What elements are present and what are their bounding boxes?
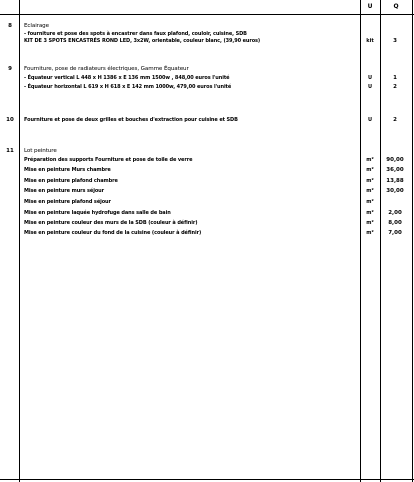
line-description: Préparation des supports Fourniture et pose de toile de verre [24, 157, 193, 163]
column-divider [19, 0, 20, 482]
line-quantity: 30,00 [386, 188, 404, 194]
line-quantity: 90,00 [386, 157, 404, 163]
line-unit: m² [366, 157, 374, 163]
line-description: Fourniture et pose de deux grilles et bouches d'extraction pour cuisine et SDB [24, 117, 238, 123]
section-number: 8 [8, 23, 12, 29]
section-number: 11 [6, 148, 14, 154]
line-unit: U [367, 84, 373, 90]
line-unit: m² [366, 178, 374, 184]
section-title: Lot peinture [24, 148, 57, 154]
section-number: 10 [6, 117, 14, 123]
column-header-quantity: Q [393, 3, 399, 10]
line-description: Mise en peinture couleur des murs de la SDB (couleur à définir) [24, 220, 198, 226]
line-unit: m² [366, 210, 374, 216]
section-title: Eclairage [24, 23, 49, 29]
line-description: Mise en peinture couleur du fond de la cuisine (couleur à définir) [24, 230, 202, 236]
line-unit: m² [366, 220, 374, 226]
line-unit: m² [366, 199, 374, 205]
line-unit: U [367, 117, 373, 123]
line-quantity: 36,00 [386, 167, 404, 173]
line-quantity: 2,00 [388, 210, 402, 216]
section-number: 9 [8, 66, 12, 72]
header-divider [0, 14, 414, 15]
line-quantity: 3 [393, 38, 397, 44]
line-quantity: 7,00 [388, 230, 402, 236]
line-unit: kit [366, 38, 374, 44]
section-title: Fourniture, pose de radiateurs électriques, Gamme Équateur [24, 66, 189, 72]
line-quantity: 13,88 [386, 178, 404, 184]
footer-divider [0, 479, 414, 480]
line-description: Mise en peinture plafond chambre [24, 178, 118, 184]
line-description: Mise en peinture plafond séjour [24, 199, 111, 205]
line-description: - Équateur horizontal L 619 x H 618 x E 142 mm 1000w, 479,00 euros l'unité [24, 84, 232, 90]
line-quantity: 1 [393, 75, 397, 81]
line-unit: m² [366, 230, 374, 236]
line-description: Mise en peinture Murs chambre [24, 167, 111, 173]
column-divider [380, 0, 381, 482]
line-description: - Équateur vertical L 448 x H 1386 x E 136 mm 1500w , 848,00 euros l'unité [24, 75, 230, 81]
column-divider [360, 0, 361, 482]
line-unit: m² [366, 167, 374, 173]
line-quantity: 2 [393, 84, 397, 90]
line-unit: U [367, 75, 373, 81]
line-quantity: 8,00 [388, 220, 402, 226]
line-description: Mise en peinture laquée hydrofuge dans salle de bain [24, 210, 171, 216]
line-description: KIT DE 3 SPOTS ENCASTRÉS ROND LED, 3x2W, orientable, couleur blanc, (39,90 euros) [24, 38, 261, 44]
column-header-unit: U [367, 3, 373, 10]
column-divider [412, 0, 413, 482]
line-description: Mise en peinture murs séjour [24, 188, 104, 194]
line-unit: m² [366, 188, 374, 194]
line-description: - fourniture et pose des spots à encastrer dans faux plafond, couloir, cuisine, SDB [24, 31, 247, 37]
line-quantity: 2 [393, 117, 397, 123]
